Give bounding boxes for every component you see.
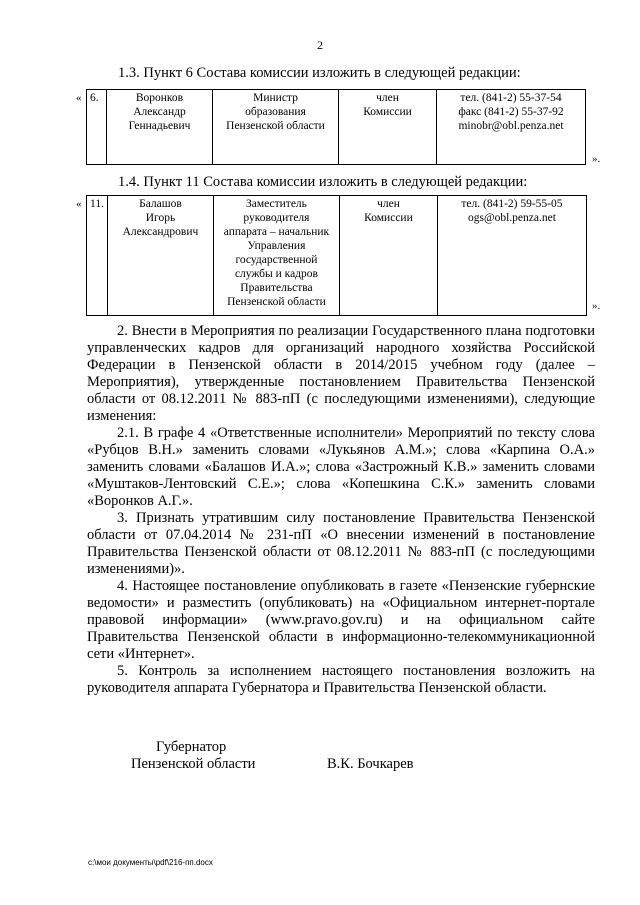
member-contacts: тел. (841-2) 55-37-54 факс (841-2) 55-37-92 minobr@obl.penza.net bbox=[437, 90, 586, 165]
row-number: 11. bbox=[87, 196, 108, 316]
paragraph-3: 3. Признать утратившим силу постановление Правительства Пензенской области от 07.04.2014 № 231-пП «О внесении изменений в постановление Правительства Пензенской области от 08.12.2011 № 883-пП (с последующими изменениями)». bbox=[87, 510, 595, 577]
paragraph-5: 5. Контроль за исполнением настоящего постановления возложить на руководителя аппарата Губернатора и Правительства Пензенской области. bbox=[87, 663, 595, 696]
signature-region: Пензенской области bbox=[131, 756, 256, 772]
quote-open: « bbox=[76, 198, 82, 210]
member-role: член Комиссии bbox=[339, 90, 437, 165]
member-position: Министр образования Пензенской области bbox=[213, 90, 339, 165]
section-1-3-heading: 1.3. Пункт 6 Состава комиссии изложить в следующей редакции: bbox=[118, 65, 521, 81]
table-row bbox=[87, 196, 587, 316]
quote-close: ». bbox=[592, 300, 601, 312]
member-contacts: тел. (841-2) 59-55-05 ogs@obl.penza.net bbox=[437, 196, 586, 316]
member-name: Балашов Игорь Александрович bbox=[107, 196, 213, 316]
body-text bbox=[87, 323, 595, 697]
quote-open: « bbox=[76, 92, 82, 104]
paragraph-2-1: 2.1. В графе 4 «Ответственные исполнители» Мероприятий по тексту слова «Рубцов В.Н.» заменить словами «Лукьянов А.М.»; слова «Карпина О.А.» заменить словами «Балашов И.А.»; слова «Застрожный К.В.» заменить словами «Муштаков-Лентовский С.Е.»; слова «Копешкина С.К.» заменить словами «Воронков А.Г.». bbox=[87, 425, 595, 509]
table-row bbox=[87, 90, 586, 165]
section-1-4-heading: 1.4. Пункт 11 Состава комиссии изложить в следующей редакции: bbox=[118, 174, 528, 190]
page-number: 2 bbox=[317, 38, 323, 52]
signature-name: В.К. Бочкарев bbox=[327, 756, 414, 772]
row-number: 6. bbox=[87, 90, 107, 165]
member-name: Воронков Александр Геннадьевич bbox=[107, 90, 213, 165]
file-path: c:\мои документы\pdf\216-пп.docx bbox=[88, 858, 213, 867]
quote-close: ». bbox=[592, 153, 601, 165]
paragraph-4: 4. Настоящее постановление опубликовать в газете «Пензенские губернские ведомости» и разместить (опубликовать) на «Официальном интернет-портале правовой информации» (www.pravo.gov.ru) и на официальном сайте Правительства Пензенской области в информационно-телекоммуникационной сети «Интернет». bbox=[87, 578, 595, 662]
signature-title: Губернатор bbox=[156, 739, 227, 755]
commission-table-item-11 bbox=[86, 195, 587, 316]
member-position: Заместитель руководителя аппарата – начальник Управления государственной службы и кадров Правительства Пензенской области bbox=[213, 196, 339, 316]
commission-table-item-6 bbox=[86, 89, 586, 165]
member-role: член Комиссии bbox=[339, 196, 437, 316]
paragraph-2: 2. Внести в Мероприятия по реализации Государственного плана подготовки управленческих кадров для организаций народного хозяйства Российской Федерации в Пензенской области в 2014/2015 учебном году (далее – Мероприятия), утвержденные постановлением Правительства Пензенской области от 08.12.2011 № 883-пП (с последующими изменениями), следующие изменения: bbox=[87, 323, 595, 424]
